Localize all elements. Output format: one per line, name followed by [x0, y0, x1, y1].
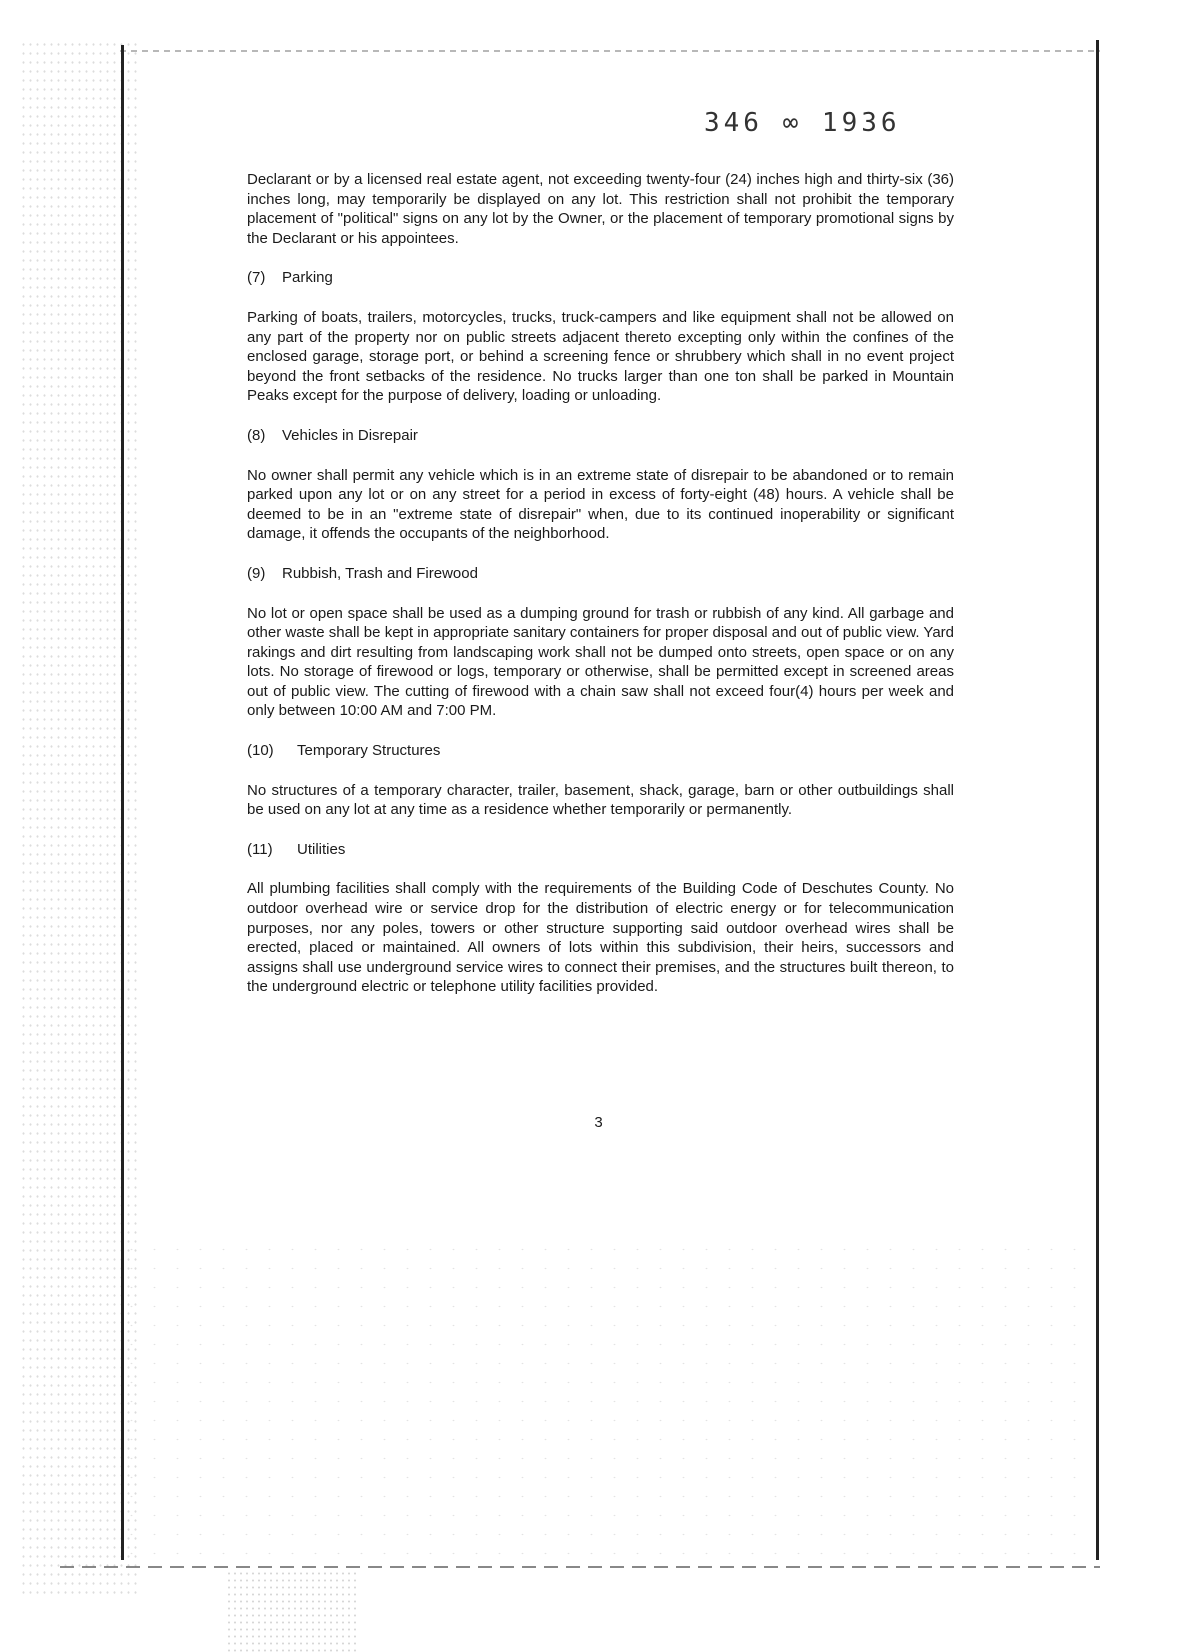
- section-heading-vehicles: [247, 426, 954, 446]
- section-body-rubbish: No lot or open space shall be used as a dumping ground for trash or rubbish of any kind. All garbage and other waste shall be kept in appropriate sanitary containers for proper disposal and out of public view. Yard rakings and dirt resulting from landscaping work shall not be dumped onto streets, open space or on any lots. No storage of firewood or logs, temporary or otherwise, shall be permitted except in screened areas out of public view. The cutting of firewood with a chain saw shall not exceed four(4) hours per week and only between 10:00 AM and 7:00 PM.: [247, 604, 954, 720]
- section-title: Temporary Structures: [297, 742, 441, 760]
- section-heading-rubbish: [247, 564, 954, 584]
- document-body: [247, 170, 954, 997]
- scan-noise-foot: [226, 1570, 356, 1652]
- section-title: Rubbish, Trash and Firewood: [282, 564, 478, 582]
- section-number: (11): [247, 840, 273, 858]
- section-heading-parking: [247, 268, 954, 288]
- section-heading-temporary-structures: [247, 741, 954, 761]
- section-number: (7): [247, 269, 266, 287]
- section-body-parking: Parking of boats, trailers, motorcycles, trucks, truck-campers and like equipment shall not be allowed on any part of the property nor on public streets adjacent thereto excepting only within the confines of the enclosed garage, storage port, or behind a screening fence or shrubbery which shall in no event project beyond the front setbacks of the residence. No trucks larger than one ton shall be parked in Mountain Peaks except for the purpose of delivery, loading or unloading.: [247, 308, 954, 405]
- section-title: Utilities: [297, 840, 346, 858]
- page-number: 3: [594, 1114, 603, 1131]
- scan-top-edge: [120, 50, 1100, 52]
- intro-paragraph: Declarant or by a licensed real estate agent, not exceeding twenty-four (24) inches high and thirty-six (36) inches long, may temporarily be displayed on any lot. This restriction shall not prohibit the temporary placement of "political" signs on any lot by the Owner, or the placement of temporary promotional signs by the Declarant or his appointees.: [247, 171, 954, 247]
- section-title: Vehicles in Disrepair: [282, 426, 418, 444]
- section-number: (10): [247, 742, 274, 760]
- section-body-utilities: All plumbing facilities shall comply with the requirements of the Building Code of Deschutes County. No outdoor overhead wire or service drop for the distribution of electric energy or for telecommunication purposes, nor any poles, towers or other structure supporting said outdoor overhead wires shall be erected, placed or maintained. All owners of lots within this subdivision, their heirs, successors and assigns shall use underground service wires to connect their premises, and the structures built thereon, to the underground electric or telephone utility facilities provided.: [247, 880, 954, 996]
- scan-right-border: [1096, 40, 1099, 1560]
- section-title: Parking: [282, 269, 333, 287]
- section-body-vehicles: No owner shall permit any vehicle which is in an extreme state of disrepair to be abandoned or to remain parked upon any lot or on any street for a period in excess of forty-eight (48) hours. A vehicle shall be deemed to be in an "extreme state of disrepair" when, due to its continued inoperability or significant damage, it offends the occupants of the neighborhood.: [247, 466, 954, 543]
- section-heading-utilities: [247, 840, 954, 860]
- section-body-temporary-structures: No structures of a temporary character, trailer, basement, shack, garage, barn or other outbuildings shall be used on any lot at any time as a residence whether temporarily or permanently.: [247, 781, 954, 819]
- section-number: (8): [247, 426, 266, 444]
- recording-stamp: 346 ∞ 1936: [704, 108, 901, 138]
- scan-bottom-edge: [60, 1566, 1100, 1568]
- section-number: (9): [247, 564, 266, 582]
- scan-noise-bottom: [120, 1240, 1100, 1570]
- scan-left-border: [121, 45, 124, 1560]
